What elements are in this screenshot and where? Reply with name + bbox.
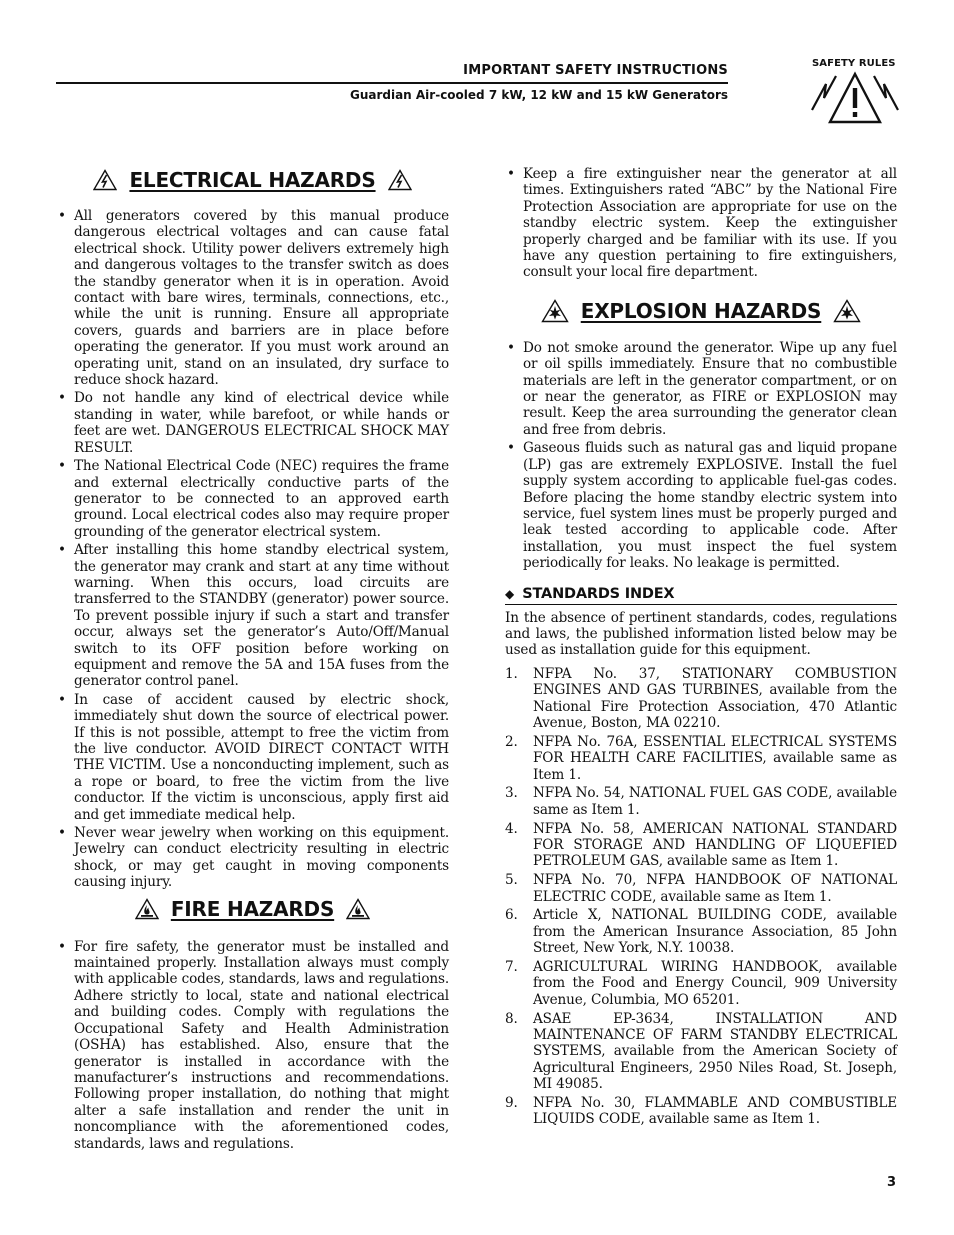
list-item: • Do not handle any kind of electrical device while standing in water, while barefoot, or while hands or feet are wet. DANGEROUS ELECTRICAL SHOCK MAY RESULT. bbox=[56, 390, 449, 456]
list-item: • Keep a fire extinguisher near the generator at all times. Extinguishers rated “ABC” by the National Fire Protection Association are appropriate for use on the standby electric system. Keep the extinguisher properly charged and be familiar with its use. If you have any question pertaining to fire extinguishers, consult your local fire department. bbox=[505, 166, 897, 281]
list-item: 9. NFPA No. 30, FLAMMABLE AND COMBUSTIBLE LIQUIDS CODE, available same as Item 1. bbox=[505, 1095, 897, 1128]
page-number: 3 bbox=[886, 1175, 896, 1190]
right-column bbox=[505, 166, 897, 1130]
electrical-hazards-list bbox=[56, 208, 449, 891]
standards-index-heading bbox=[505, 586, 897, 605]
electrical-hazard-icon bbox=[388, 169, 412, 191]
standards-index-title: STANDARDS INDEX bbox=[522, 585, 675, 602]
fire-hazards-list-a bbox=[56, 939, 449, 1152]
electrical-hazards-heading bbox=[56, 168, 449, 192]
explosion-hazards-heading bbox=[505, 299, 897, 323]
electrical-hazard-icon bbox=[93, 169, 117, 191]
safety-rules-badge bbox=[806, 56, 902, 128]
list-item: 5. NFPA No. 70, NFPA HANDBOOK OF NATIONAL ELECTRIC CODE, available same as Item 1. bbox=[505, 872, 897, 905]
list-item: 2. NFPA No. 76A, ESSENTIAL ELECTRICAL SYSTEMS FOR HEALTH CARE FACILITIES, available same as Item 1. bbox=[505, 733, 897, 783]
standards-intro: In the absence of pertinent standards, codes, regulations and laws, the published information listed below may be used as installation guide for this equipment. bbox=[505, 609, 897, 659]
list-item: 7. AGRICULTURAL WIRING HANDBOOK, available from the Food and Energy Council, 909 University Avenue, Columbia, MO 65201. bbox=[505, 959, 897, 1008]
list-item: • After installing this home standby electrical system, the generator may crank and start at any time without warning. When this occurs, load circuits are transferred to the STANDBY (generator) power source. To prevent possible injury if such a start and transfer occur, always set the generator’s Auto/Off/Manual switch to its OFF position before working on equipment and remove the 5A and 15A fuses from the generator control panel. bbox=[56, 542, 449, 690]
list-item: 1. NFPA No. 37, STATIONARY COMBUSTION ENGINES AND GAS TURBINES, available from the National Fire Protection Association, 470 Atlantic Avenue, Boston, MA 02210. bbox=[505, 665, 897, 731]
list-item: • Gaseous fluids such as natural gas and liquid propane (LP) gas are extremely EXPLOSIVE. Install the fuel supply system according to applicable fuel-gas codes. Before placing the home standby electric system into service, fuel system lines must be properly purged and leak tested according to applicable code. After installation, you must inspect the fuel system periodically for leaks. No leakage is permitted. bbox=[505, 440, 897, 571]
fire-hazard-icon bbox=[135, 898, 159, 920]
list-item: • Do not smoke around the generator. Wipe up any fuel or oil spills immediately. Ensure that no combustible materials are left in the generator compartment, or on or near the generator, as FIRE or EXPLOSION may result. Keep the area surrounding the generator clean and free from debris. bbox=[505, 340, 897, 438]
standards-list bbox=[505, 666, 897, 1128]
explosion-hazard-icon bbox=[833, 299, 861, 323]
safety-rules-label: SAFETY RULES bbox=[812, 58, 896, 69]
list-item: • For fire safety, the generator must be installed and maintained properly. Installation always must comply with applicable codes, standards, laws and regulations. Adhere strictly to local, state and national electrical and building codes. Comply with regulations the Occupational Safety and Health Administration (OSHA) has established. Also, ensure that the generator is installed in accordance with the manufacturer’s instructions and recommendations. Following proper installation, do nothing that might alter a safe installation and render the unit in noncompliance with the aforementioned codes, standards, laws and regulations. bbox=[56, 939, 449, 1152]
list-item: • The National Electrical Code (NEC) requires the frame and external electrically conductive parts of the generator to be connected to an approved earth ground. Local electrical codes also may require proper grounding of the generator electrical system. bbox=[56, 458, 449, 540]
left-column bbox=[56, 168, 449, 1154]
page-header-title: IMPORTANT SAFETY INSTRUCTIONS bbox=[463, 63, 728, 78]
header-divider bbox=[56, 82, 728, 84]
explosion-hazards-title: EXPLOSION HAZARDS bbox=[580, 298, 822, 323]
list-item: 4. NFPA No. 58, AMERICAN NATIONAL STANDARD FOR STORAGE AND HANDLING OF LIQUEFIED PETROLEUM GAS, available same as Item 1. bbox=[505, 820, 897, 870]
list-item: 6. Article X, NATIONAL BUILDING CODE, available from the American Insurance Association, 85 John Street, New York, N.Y. 10038. bbox=[505, 907, 897, 957]
electrical-hazards-title: ELECTRICAL HAZARDS bbox=[129, 168, 376, 192]
list-item: 8. ASAE EP-3634, INSTALLATION AND MAINTENANCE OF FARM STANDBY ELECTRICAL SYSTEMS, available from the American Society of Agricultural Engineers, 2950 Niles Road, St. Joseph, MI 49085. bbox=[505, 1010, 897, 1093]
fire-hazards-heading bbox=[56, 897, 449, 921]
fire-hazards-title: FIRE HAZARDS bbox=[170, 896, 335, 921]
list-item: • All generators covered by this manual produce dangerous electrical voltages and can cause fatal electrical shock. Utility power delivers extremely high and dangerous voltages to the transfer switch as does the standby generator when it is in operation. Avoid contact with bare wires, terminals, connections, etc., while the unit is running. Ensure all appropriate covers, guards and barriers are in place before operating the generator. If you must work around an operating unit, stand on an insulated, dry surface to reduce shock hazard. bbox=[56, 208, 449, 388]
list-item: • In case of accident caused by electric shock, immediately shut down the source of electrical power. If this is not possible, attempt to free the victim from the live conductor. AVOID DIRECT CONTACT WITH THE VICTIM. Use a nonconducting implement, such as a rope or board, to free the victim from the live conductor. If the victim is unconscious, apply first aid and get immediate medical help. bbox=[56, 692, 449, 823]
page-header-subtitle: Guardian Air-cooled 7 kW, 12 kW and 15 kW Generators bbox=[349, 88, 728, 102]
fire-hazards-list-b bbox=[505, 166, 897, 281]
diamond-icon: ◆ bbox=[505, 586, 515, 601]
explosion-hazard-icon bbox=[541, 299, 569, 323]
list-item: 3. NFPA No. 54, NATIONAL FUEL GAS CODE, available same as Item 1. bbox=[505, 785, 897, 818]
lightning-warning-icon bbox=[810, 70, 900, 126]
list-item: • Never wear jewelry when working on this equipment. Jewelry can conduct electricity resulting in electric shock, or may get caught in moving components causing injury. bbox=[56, 825, 449, 891]
fire-hazard-icon bbox=[346, 898, 370, 920]
explosion-hazards-list bbox=[505, 340, 897, 572]
